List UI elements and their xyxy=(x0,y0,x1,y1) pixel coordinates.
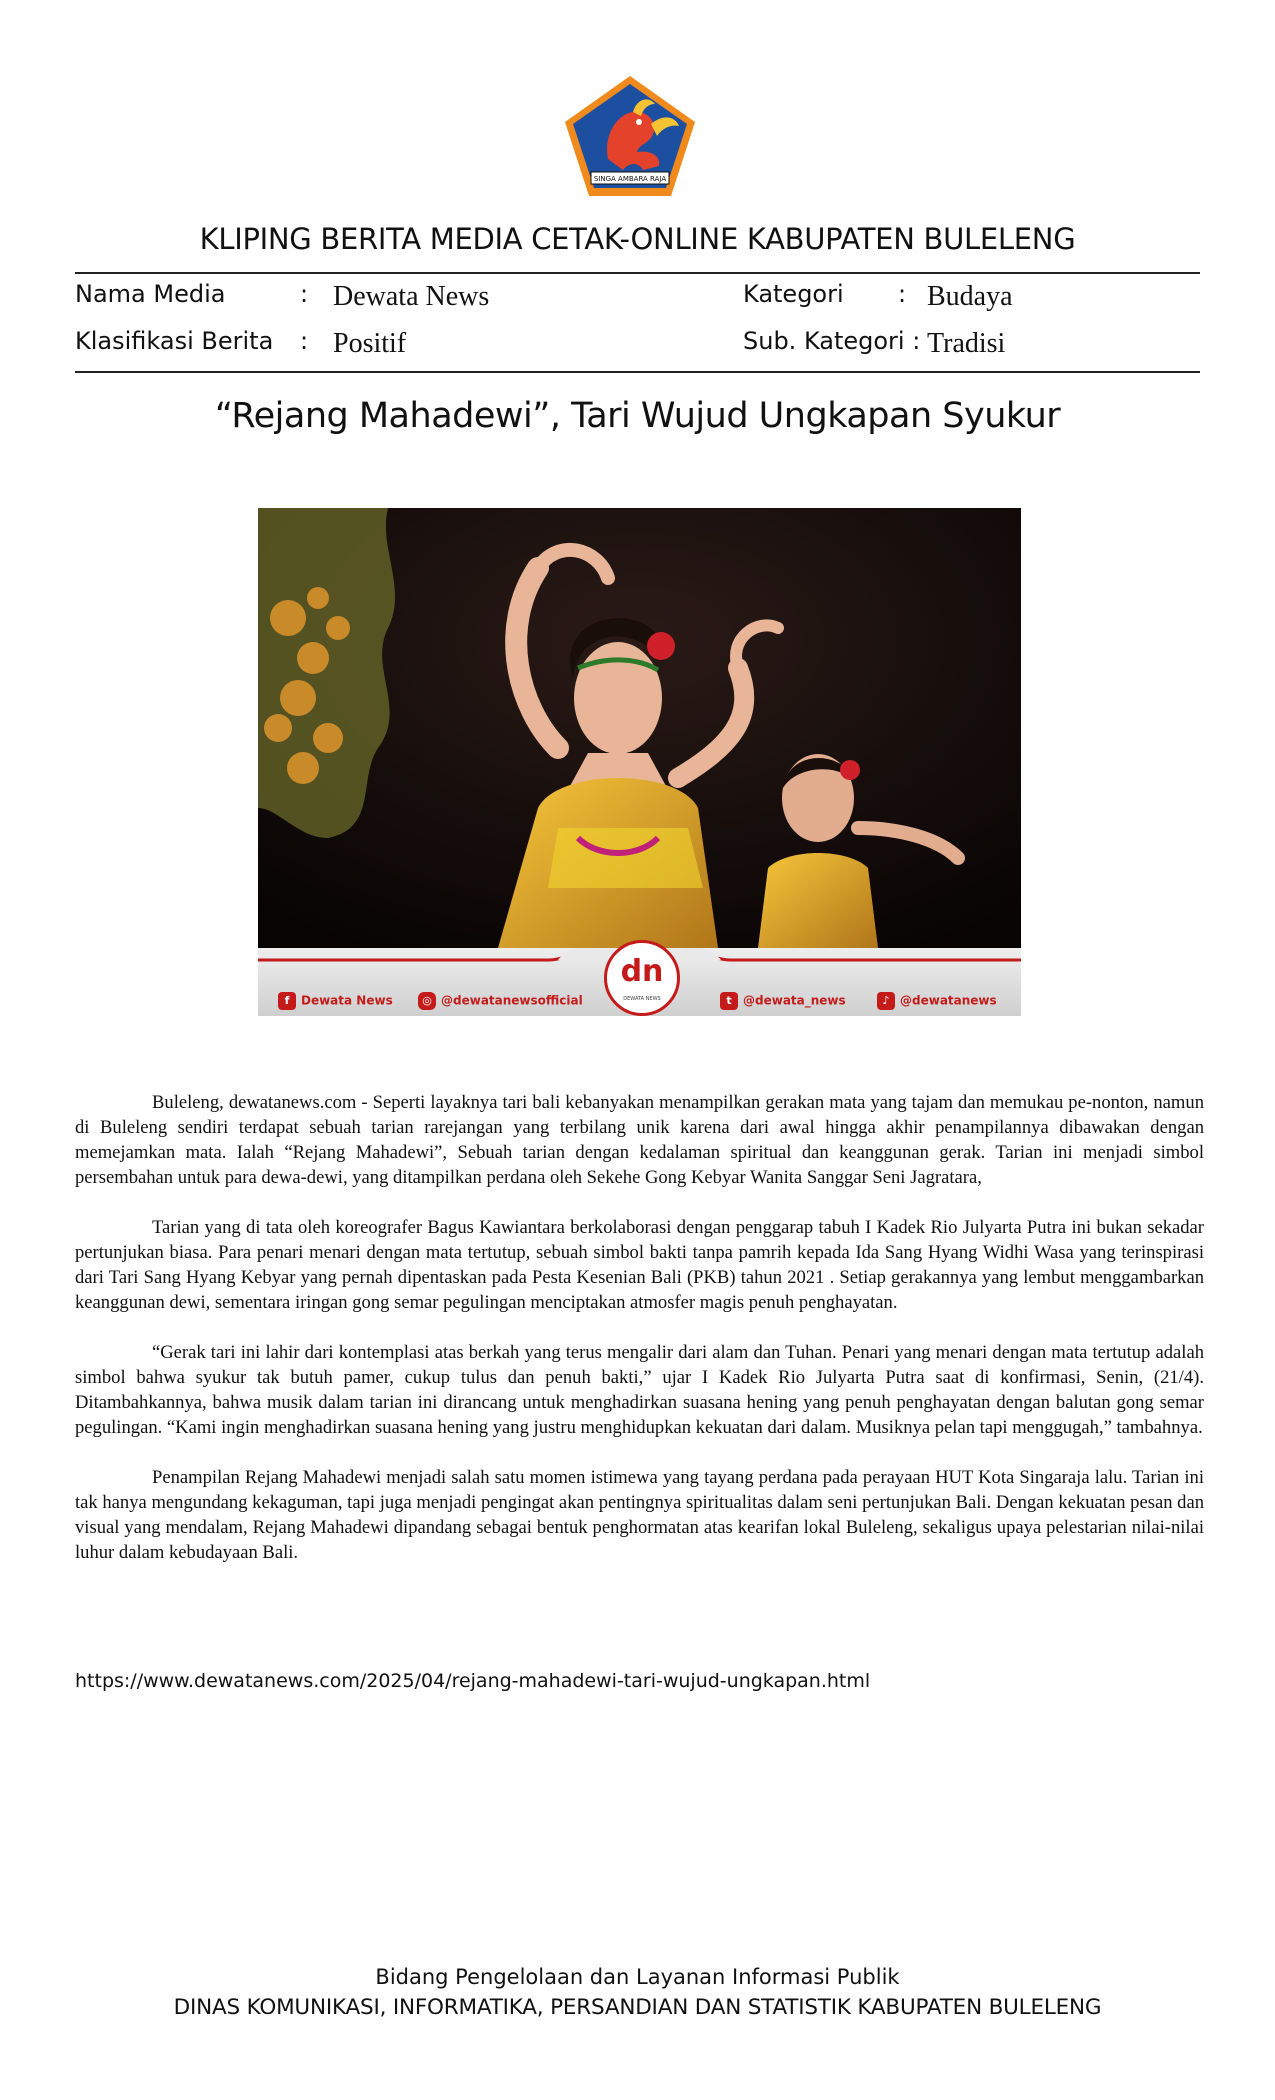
kategori-value: Budaya xyxy=(927,281,1013,312)
kategori-label: Kategori xyxy=(743,280,844,308)
media-label: Nama Media xyxy=(75,280,226,308)
twitter-handle: @dewata_news xyxy=(743,993,846,1008)
facebook-icon: f xyxy=(278,992,296,1010)
article-paragraph: Penampilan Rejang Mahadewi menjadi salah satu momen istimewa yang tayang perdana pada perayaan HUT Kota Singaraja lalu. Tarian ini tak hanya mengundang kekaguman, tapi juga menjadi pengingat akan pentingnya spiritualitas dalam seni pertunjukan Bali. Dengan kekuatan pesan dan visual yang mendalam, Rejang Mahadewi dipandang sebagai bentuk penghormatan atas kearifan lokal Buleleng, sekaligus upaya pelestarian nilai-nilai luhur dalam kebudayaan Bali. xyxy=(75,1467,1204,1563)
divider-bottom xyxy=(75,371,1200,373)
article-body xyxy=(75,1090,1204,1590)
instagram-handle: @dewatanewsofficial xyxy=(441,993,583,1008)
source-url-link[interactable]: https://www.dewatanews.com/2025/04/rejang-mahadewi-tari-wujud-ungkapan.html xyxy=(75,1670,871,1692)
kategori-colon: : xyxy=(898,280,907,308)
klasifikasi-label: Klasifikasi Berita xyxy=(75,327,274,355)
tiktok-handle: @dewatanews xyxy=(900,993,997,1008)
tiktok-icon: ♪ xyxy=(877,992,895,1010)
tiktok-link[interactable] xyxy=(877,992,997,1010)
divider-top xyxy=(75,272,1200,274)
kabupaten-buleleng-logo xyxy=(563,74,697,198)
dn-center-logo xyxy=(604,940,680,1016)
twitter-link[interactable] xyxy=(720,992,846,1010)
subkategori-label: Sub. Kategori : xyxy=(743,327,921,355)
instagram-icon: ◎ xyxy=(418,992,436,1010)
article-paragraph: Tarian yang di tata oleh koreografer Bagus Kawiantara berkolaborasi dengan penggarap tabuh I Kadek Rio Julyarta Putra ini bukan sekadar pertunjukan biasa. Para penari menari dengan mata tertutup, sebuah simbol bakti tanpa pamrih kepada Ida Sang Hyang Widhi Wasa yang terinspirasi dari Tari Sang Hyang Kebyar yang pernah dipentaskan pada Pesta Kesenian Bali (PKB) tahun 2021 . Setiap gerakannya yang lembut menggambarkan keanggunan dewi, sementara iringan gong semar pegulingan menciptakan atmosfer magis penuh penghayatan. xyxy=(75,1217,1204,1313)
facebook-handle: Dewata News xyxy=(301,993,393,1008)
instagram-link[interactable] xyxy=(418,992,583,1010)
dn-logo-subtext: DEWATA NEWS xyxy=(623,996,661,1002)
media-value: Dewata News xyxy=(333,281,490,312)
media-colon: : xyxy=(300,280,309,308)
footer-department: Bidang Pengelolaan dan Layanan Informasi Publik xyxy=(375,1965,900,1989)
klasifikasi-value: Positif xyxy=(333,328,407,359)
page-header-title: KLIPING BERITA MEDIA CETAK-ONLINE KABUPATEN BULELENG xyxy=(199,222,1076,256)
logo-motto: SINGA AMBARA RAJA xyxy=(593,175,667,183)
facebook-link[interactable] xyxy=(278,992,393,1010)
subkategori-value: Tradisi xyxy=(927,328,1006,359)
article-photo xyxy=(258,508,1021,1016)
article-paragraph: “Gerak tari ini lahir dari kontemplasi atas berkah yang terus mengalir dari alam dan Tuhan. Penari yang menari dengan mata tertutup adalah simbol bahwa syukur tak butuh pamer, cukup tulus dan penuh bakti,” ujar I Kadek Rio Julyarta Putra saat di konfirmasi, Senin, (21/4). Ditambahkannya, bahwa musik dalam tarian ini dirancang untuk menghadirkan suasana hening yang penuh penghayatan dengan balutan gong semar pegulingan. “Kami ingin menghadirkan suasana hening yang justru menghidupkan kekuatan dari dalam. Musiknya pelan tapi menggugah,” tambahnya. xyxy=(75,1342,1204,1438)
dn-logo-text: dn xyxy=(620,954,664,989)
twitter-icon: t xyxy=(720,992,738,1010)
article-title: “Rejang Mahadewi”, Tari Wujud Ungkapan Syukur xyxy=(214,396,1061,436)
klasifikasi-colon: : xyxy=(300,327,309,355)
article-paragraph: Buleleng, dewatanews.com - Seperti layaknya tari bali kebanyakan menampilkan gerakan mata yang tajam dan memukau pe-nonton, namun di Buleleng sendiri terdapat sebuah tarian rarejangan yang terbilang unik karena dari awal hingga akhir penampilannya dibawakan dengan memejamkan mata. Ialah “Rejang Mahadewi”, Sebuah tarian dengan kedalaman spiritual dan keanggunan gerak. Tarian ini menjadi simbol persembahan untuk para dewa-dewi, yang ditampilkan perdana oleh Sekehe Gong Kebyar Wanita Sanggar Seni Jagratara, xyxy=(75,1092,1204,1188)
footer-office: DINAS KOMUNIKASI, INFORMATIKA, PERSANDIAN DAN STATISTIK KABUPATEN BULELENG xyxy=(173,1995,1102,2020)
